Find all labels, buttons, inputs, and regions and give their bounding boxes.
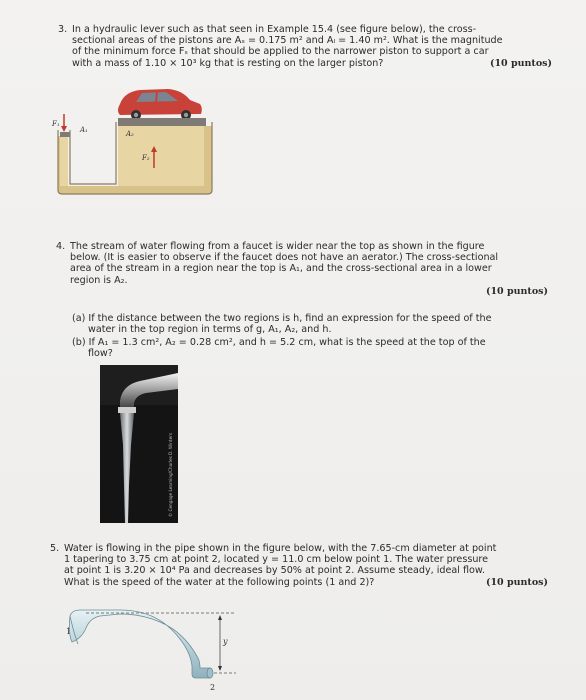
height-y-label: y — [223, 637, 228, 646]
problem-line: sectional areas of the pistons are Aₛ = 0.175 m² and Aₗ = 1.40 m². What is the magnitude — [72, 35, 503, 47]
points-label: (10 puntos) — [489, 58, 552, 69]
problem-4-part-a — [72, 313, 491, 335]
area-small-label: A₁ — [80, 126, 88, 134]
problem-line: area of the stream in a region near the top is A₁, and the cross-sectional area in a lower — [70, 263, 492, 275]
problem-line: region is A₂. — [70, 274, 128, 286]
problem-text — [70, 241, 498, 286]
points-label: (10 puntos) — [485, 577, 548, 588]
points-label: (10 puntos) — [485, 286, 548, 297]
problem-line: at point 1 is 3.20 × 10⁴ Pa and decreases by 50% at point 2. Assume steady, ideal flow. — [64, 565, 485, 577]
point-1-label: 1 — [66, 627, 72, 636]
problem-4 — [56, 241, 552, 303]
problem-line: below. (It is easier to observe if the faucet does not have an aerator.) The cross-sectional — [70, 252, 499, 264]
faucet-photo — [100, 365, 178, 523]
problem-line: with a mass of 1.10 × 10³ kg that is resting on the larger piston? — [72, 57, 384, 69]
part-line: water in the top region in terms of g, A₁, A₂, and h. — [88, 324, 332, 336]
problem-line: The stream of water flowing from a faucet is wider near the top as shown in the figure — [70, 241, 485, 252]
part-line: flow? — [88, 348, 113, 360]
photo-credit: © Cengage Learning/Charles D. Winters — [168, 432, 173, 517]
area-large-label: A₂ — [126, 130, 134, 138]
problem-number: 3. — [58, 24, 68, 35]
problem-line: 1 tapering to 3.75 cm at point 2, located y = 11.0 cm below point 1. The water pressure — [64, 554, 489, 566]
part-line: (b) If A₁ = 1.3 cm², A₂ = 0.28 cm², and h = 5.2 cm, what is the speed at the top of the — [72, 337, 486, 348]
point-2-label: 2 — [210, 683, 216, 692]
problem-5 — [50, 543, 550, 603]
force-small-label: F₁ — [52, 120, 60, 128]
pipe-figure — [60, 604, 250, 696]
car-image — [118, 89, 202, 120]
problem-number: 4. — [56, 241, 66, 252]
problem-text — [64, 543, 496, 588]
problem-4-part-b — [72, 337, 486, 359]
problem-text — [72, 24, 503, 69]
force-large-label: F₂ — [142, 154, 150, 162]
problem-line: In a hydraulic lever such as that seen in Example 15.4 (see figure below), the cross- — [72, 24, 477, 35]
problem-3 — [58, 24, 556, 84]
problem-line: of the minimum force Fₛ that should be applied to the narrower piston to support a car — [72, 46, 489, 58]
problem-line: Water is flowing in the pipe shown in the figure below, with the 7.65-cm diameter at point — [64, 543, 497, 554]
problem-number: 5. — [50, 543, 60, 554]
hydraulic-lever-figure — [50, 82, 220, 200]
problem-line: What is the speed of the water at the following points (1 and 2)? — [64, 576, 375, 588]
part-line: (a) If the distance between the two regions is h, find an expression for the speed of the — [72, 313, 492, 324]
